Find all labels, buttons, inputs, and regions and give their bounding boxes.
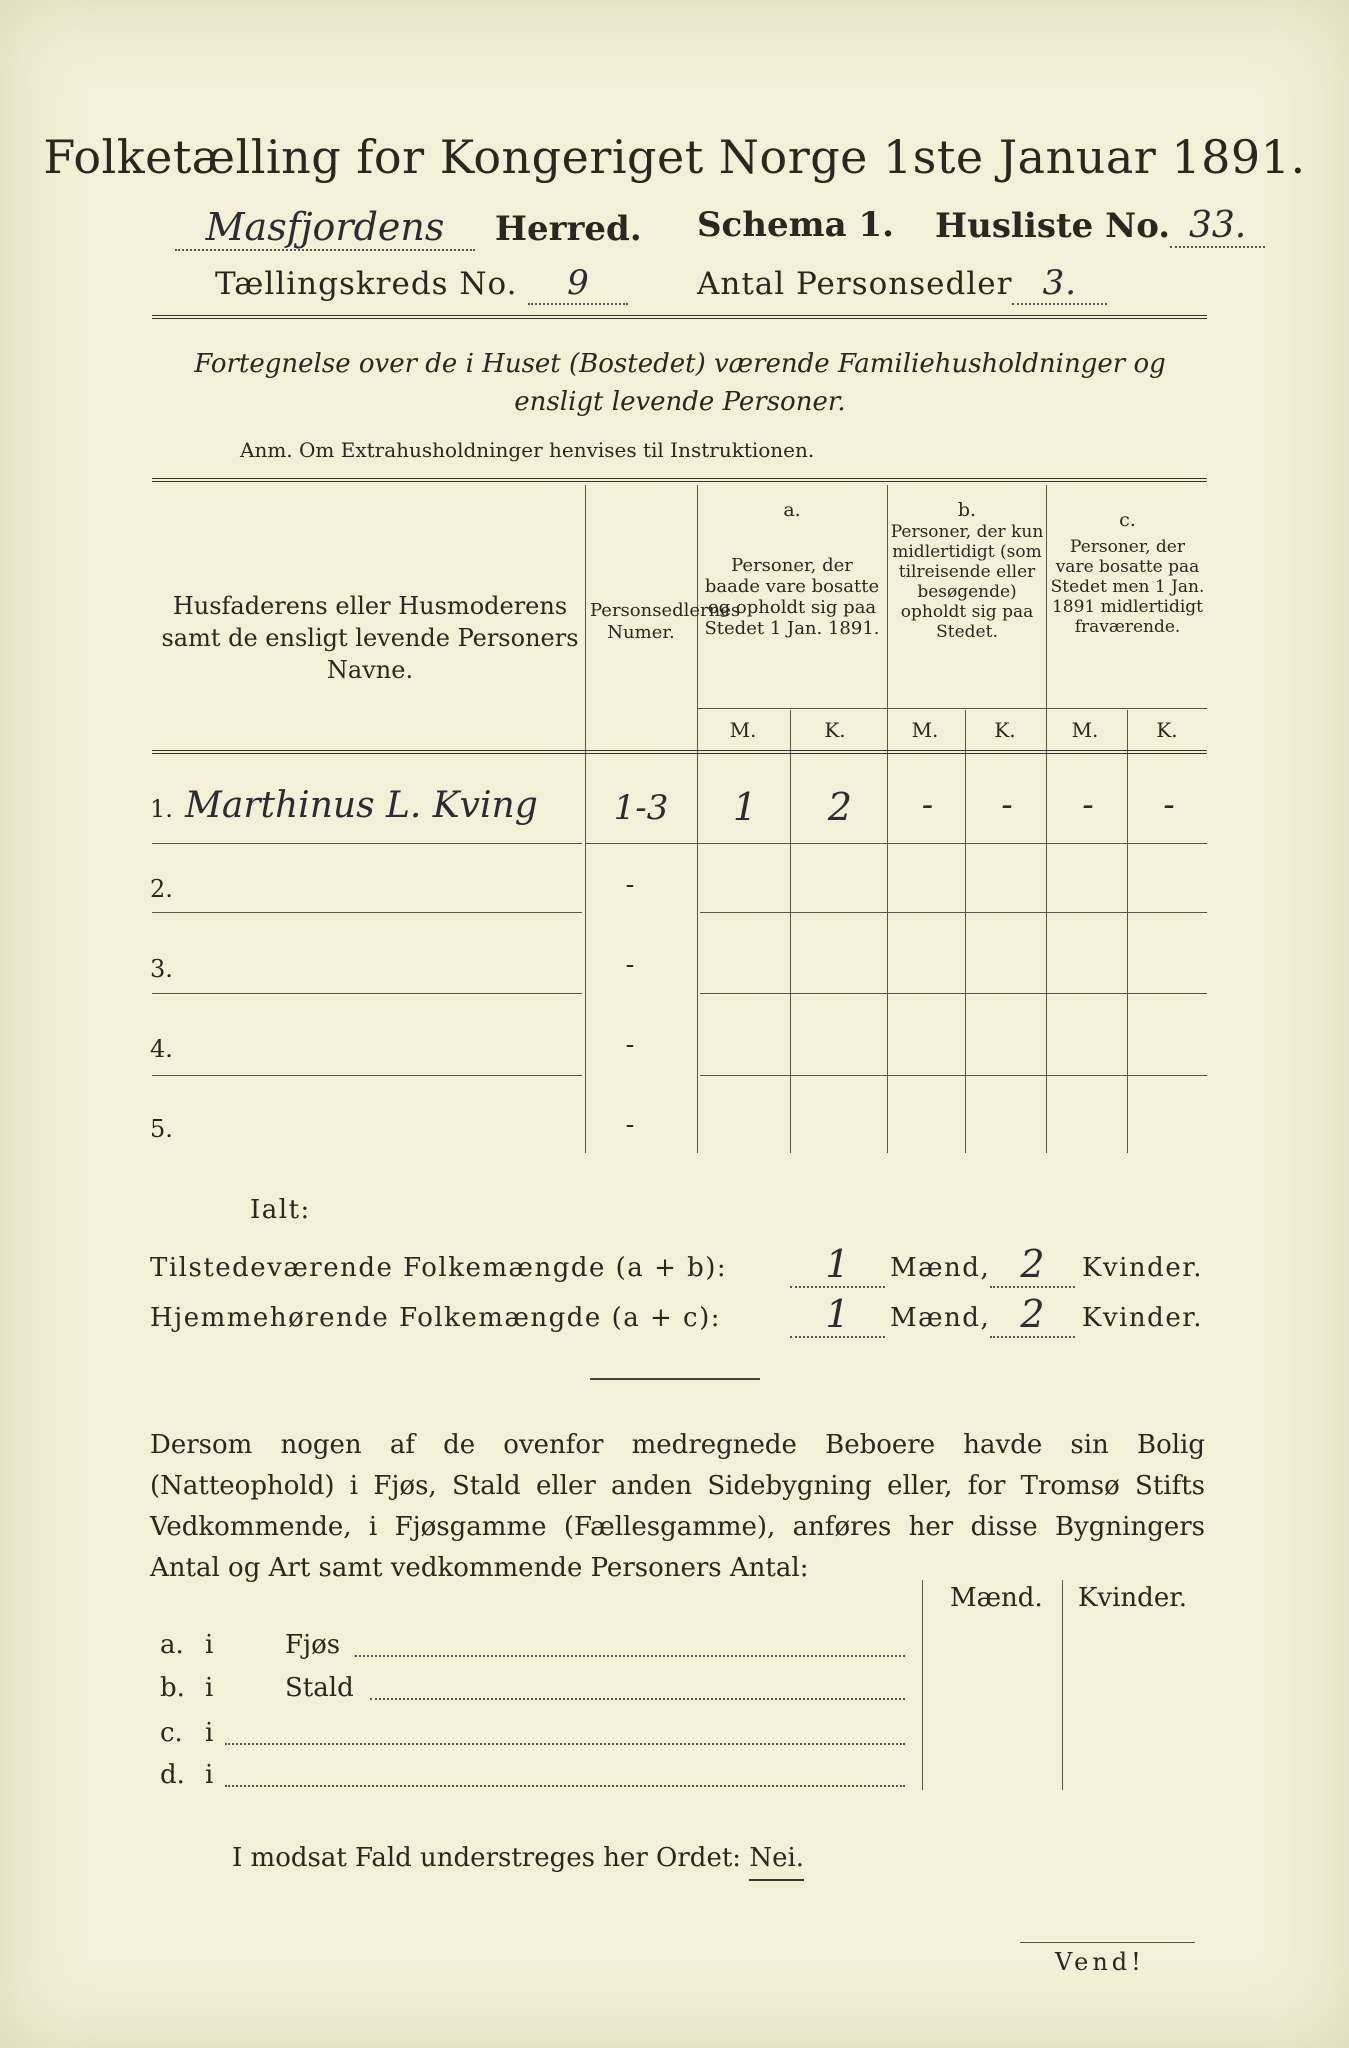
nei-word: Nei. [749, 1843, 804, 1881]
row-rule [152, 1075, 582, 1076]
item-letter: b. [160, 1673, 185, 1703]
herred-label: Herred. [494, 209, 642, 249]
item-letter: a. [160, 1630, 184, 1660]
col-divider [965, 710, 966, 1153]
form-title: Folketælling for Kongeriget Norge 1ste Januar 1891. [43, 130, 1306, 184]
personsedler-numer: - [625, 1030, 635, 1060]
tilstede-label: Tilstedeværende Folkemængde (a + b): [150, 1253, 728, 1283]
kvinder-label: Kvinder. [1082, 1253, 1204, 1283]
table-top-rule [152, 478, 1207, 482]
maend-label: Mænd, [890, 1253, 991, 1283]
item-prep: i [205, 1673, 214, 1703]
col-numer-header: Personsedlernes Numer. [590, 600, 741, 643]
col-b-letter: b. [957, 499, 977, 521]
row-rule [700, 993, 1207, 994]
row-number: 2. [150, 875, 173, 903]
antal-label: Antal Personsedler [697, 266, 1013, 302]
kreds-line [215, 263, 628, 305]
c-kvinder-value: - [1163, 785, 1175, 825]
b-kvinder-value: - [1001, 785, 1013, 825]
col-divider [1046, 485, 1047, 1153]
kreds-value: 9 [528, 263, 628, 305]
col-divider [1062, 1580, 1063, 1790]
maend-label: Mænd, [890, 1303, 991, 1333]
item-prep: i [205, 1630, 214, 1660]
m-label: M. [729, 718, 757, 742]
col-c-header: Personer, der vare bosatte paa Stedet men 1 Jan. 1891 midlertidigt fraværende. [1050, 537, 1205, 637]
tilstede-kvinder-value: 2 [990, 1242, 1075, 1288]
row-rule [700, 1075, 1207, 1076]
item-leader [370, 1698, 905, 1700]
husliste-label: Husliste No. [935, 206, 1171, 246]
hjemme-kvinder-value: 2 [990, 1292, 1075, 1338]
kreds-label: Tællingskreds No. [215, 266, 518, 302]
hjemme-label: Hjemmehørende Folkemængde (a + c): [150, 1303, 721, 1333]
outbuildings-paragraph: Dersom nogen af de ovenfor medregnede Beboere havde sin Bolig (Natteophold) i Fjøs, Stald eller anden Sidebygning eller, for Tromsø Stifts Vedkommende, i Fjøsgamme (Fællesgamme), anføres her disse Bygningers Antal og Art samt vedkommende Personers Antal: [150, 1430, 1205, 1583]
kvinder-column-header: Kvinder. [1078, 1583, 1188, 1613]
ialt-label: Ialt: [250, 1195, 311, 1225]
item-leader [355, 1655, 905, 1657]
k-label: K. [994, 718, 1016, 742]
header-bottom-rule [152, 750, 1207, 754]
col-a-header: Personer, der baade vare bosatte og opholdt sig paa Stedet 1 Jan. 1891. [704, 555, 880, 639]
separator-rule [590, 1378, 760, 1380]
col-divider [697, 485, 698, 1153]
vend-rule [1020, 1942, 1195, 1943]
husliste-line [935, 205, 1265, 248]
item-prep: i [205, 1718, 214, 1748]
col-b-header: Personer, der kun midlertidigt (som tilreisende eller besøgende) opholdt sig paa Stedet. [890, 522, 1044, 642]
col-c-letter: c. [1119, 509, 1136, 531]
m-label: M. [1071, 718, 1099, 742]
row-number: 3. [150, 955, 173, 983]
item-label-stald: Stald [285, 1673, 354, 1703]
row-number: 1. [150, 795, 173, 823]
col-names-header: Husfaderens eller Husmoderens samt de ensligt levende Personers Navne. [161, 592, 579, 684]
kvinder-label: Kvinder. [1082, 1303, 1204, 1333]
row-number: 5. [150, 1115, 173, 1143]
modsat-fald-text [232, 1843, 804, 1873]
item-prep: i [205, 1760, 214, 1790]
row-rule [585, 843, 1207, 844]
schema-label: Schema 1. [697, 205, 894, 245]
row-rule [152, 912, 582, 913]
k-label: K. [824, 718, 846, 742]
item-leader [225, 1785, 905, 1787]
husliste-value: 33. [1170, 205, 1265, 248]
k-label: K. [1156, 718, 1178, 742]
col-divider [922, 1580, 923, 1790]
maend-column-header: Mænd. [950, 1583, 1043, 1613]
modsat-prefix: I modsat Fald understreges her Ordet: [232, 1843, 742, 1873]
item-letter: c. [160, 1718, 183, 1748]
tilstede-maend-value: 1 [790, 1242, 885, 1288]
personsedler-numer: - [625, 950, 635, 980]
personsedler-numer: 1-3 [613, 788, 669, 828]
mk-top-rule [697, 708, 1207, 709]
col-a-letter: a. [783, 499, 801, 521]
row-number: 4. [150, 1035, 173, 1063]
fortegnelse-text: Fortegnelse over de i Huset (Bostedet) værende Familiehusholdninger og ensligt levende Personer. [194, 349, 1166, 417]
b-maend-value: - [921, 785, 934, 825]
herred-value: Masfjordens [175, 205, 475, 251]
col-divider [1127, 710, 1128, 1153]
item-leader [225, 1743, 905, 1745]
col-divider [585, 485, 586, 1153]
a-kvinder-value: 2 [827, 785, 853, 829]
row-rule [152, 843, 582, 844]
c-maend-value: - [1082, 785, 1094, 825]
a-maend-value: 1 [732, 785, 758, 829]
row-rule [700, 912, 1207, 913]
header-rule [152, 315, 1207, 319]
anm-note: Anm. Om Extrahusholdninger henvises til Instruktionen. [240, 438, 815, 462]
antal-value: 3. [1012, 263, 1107, 305]
hjemme-maend-value: 1 [790, 1292, 885, 1338]
item-label-fjos: Fjøs [285, 1630, 341, 1660]
col-divider [887, 485, 888, 1153]
item-letter: d. [160, 1760, 185, 1790]
antal-line [697, 263, 1107, 305]
row-rule [152, 993, 582, 994]
personsedler-numer: - [625, 1110, 635, 1140]
col-divider [790, 710, 791, 1153]
household-head-name: Marthinus L. Kving [185, 785, 538, 826]
vend-label: Vend! [1055, 1948, 1145, 1976]
personsedler-numer: - [625, 870, 635, 900]
m-label: M. [911, 718, 939, 742]
herred-line [175, 205, 642, 251]
